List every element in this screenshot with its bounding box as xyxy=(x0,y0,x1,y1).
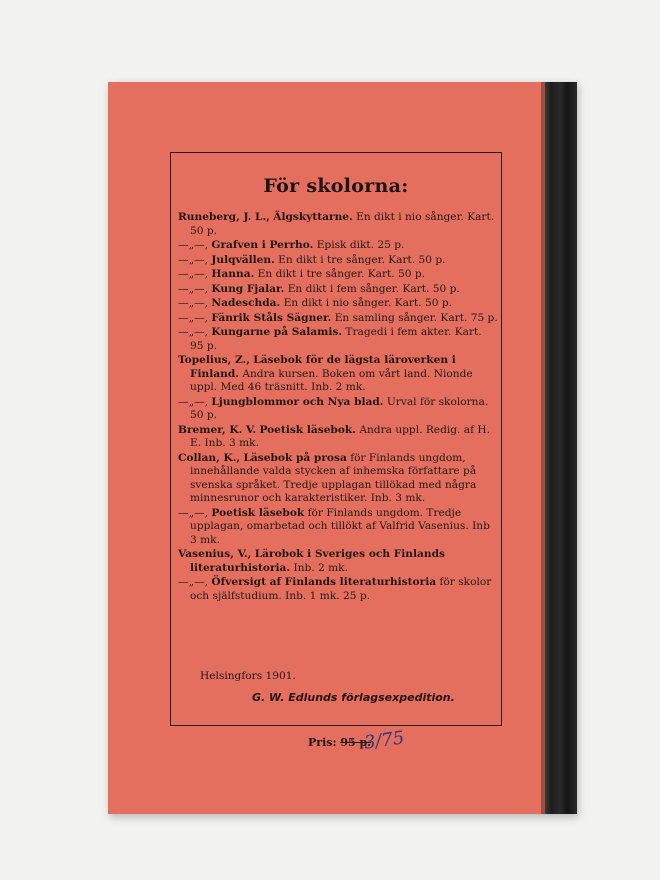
list-item xyxy=(178,396,498,423)
list-item xyxy=(178,268,498,282)
entry-desc: En dikt i fem sånger. Kart. 50 p. xyxy=(287,282,460,295)
publisher-name: G. W. Edlunds förlagsexpedition. xyxy=(252,691,455,704)
list-item xyxy=(178,239,498,253)
entry-title: Grafven i Perrho. xyxy=(211,239,314,251)
list-item xyxy=(178,507,498,548)
entry-title: Hanna. xyxy=(211,268,255,280)
list-item xyxy=(178,211,498,238)
entry-author: —„—, xyxy=(178,326,209,338)
entry-desc: för Finlands ungdom, innehållande valda stycken af inhemska författare på svenska språket. Tredje upplagan tillökad med några minnesrunor och karakteristiker. Inb. 3 mk. xyxy=(190,451,477,504)
entry-author: —„—, xyxy=(178,311,209,324)
list-item xyxy=(178,254,498,268)
entry-title: Fänrik Ståls Sägner. xyxy=(211,311,332,324)
page-title: För skolorna: xyxy=(263,175,409,197)
entry-author: Collan, K., xyxy=(178,451,241,464)
entry-title: Nadeschda. xyxy=(211,297,281,309)
entry-desc: En dikt i tre sånger. Kart. 50 p. xyxy=(278,253,446,266)
entry-title: Ljungblommor och Nya blad. xyxy=(211,395,384,408)
entry-author: Runeberg, J. L., xyxy=(178,211,270,223)
price-line xyxy=(308,736,371,749)
entry-author: —„—, xyxy=(178,253,209,266)
entry-title: Julqvällen. xyxy=(211,253,275,266)
entry-author: —„—, xyxy=(178,268,209,280)
catalog-list xyxy=(178,211,498,604)
entry-title: Poetisk läsebok. xyxy=(259,423,356,436)
entry-desc: En samling sånger. Kart. 75 p. xyxy=(334,311,498,324)
entry-author: —„—, xyxy=(178,297,209,309)
entry-desc: En dikt i nio sånger. Kart. 50 p. xyxy=(283,297,452,309)
entry-author: —„—, xyxy=(178,576,209,588)
list-item xyxy=(178,424,498,451)
list-item xyxy=(178,283,498,297)
list-item xyxy=(178,576,498,603)
entry-desc: En dikt i nio sånger. Kart. 50 p. xyxy=(190,211,495,237)
book-spine xyxy=(545,82,577,814)
place-year: Helsingfors 1901. xyxy=(200,670,296,682)
price-label: Pris: xyxy=(308,736,337,749)
entry-title: Öfversigt af Finlands literaturhistoria xyxy=(211,576,437,588)
entry-desc: Tragedi i fem akter. Kart. 95 p. xyxy=(190,326,482,352)
entry-desc: för skolor och själfstudium. Inb. 1 mk. 25 p. xyxy=(190,576,492,602)
entry-desc: Inb. 2 mk. xyxy=(293,561,348,574)
entry-title: Kungarne på Salamis. xyxy=(211,326,343,338)
list-item xyxy=(178,326,498,353)
entry-desc: Andra uppl. Redig. af H. E. Inb. 3 mk. xyxy=(190,423,490,449)
list-item xyxy=(178,312,498,326)
entry-title: Läsebok på prosa xyxy=(243,451,347,464)
list-item xyxy=(178,297,498,311)
list-item xyxy=(178,548,498,575)
entry-desc: Episk dikt. 25 p. xyxy=(316,239,405,251)
list-item xyxy=(178,354,498,395)
entry-desc: En dikt i tre sånger. Kart. 50 p. xyxy=(257,268,426,280)
entry-author: —„—, xyxy=(178,395,209,408)
price-value: 95 p. xyxy=(340,736,372,749)
entry-author: Topelius, Z., xyxy=(178,354,250,366)
entry-title: Kung Fjalar. xyxy=(211,282,285,295)
entry-title: Lärobok i Sveriges och Finlands literaturhistoria. xyxy=(190,548,445,574)
entry-desc: Andra kursen. Boken om vårt land. Nionde uppl. Med 46 träsnitt. Inb. 2 mk. xyxy=(190,367,473,393)
entry-title: Poetisk läsebok xyxy=(211,506,305,519)
entry-author: Vasenius, V., xyxy=(178,548,252,560)
handwritten-price: 3/75 xyxy=(362,727,406,754)
entry-desc: Urval för skolorna. 50 p. xyxy=(190,395,489,421)
entry-author: —„—, xyxy=(178,239,209,251)
entry-author: —„—, xyxy=(178,506,209,519)
entry-author: Bremer, K. V. xyxy=(178,423,257,436)
list-item xyxy=(178,452,498,506)
entry-author: —„—, xyxy=(178,282,209,295)
entry-desc: för Finlands ungdom. Tredje upplagan, omarbetad och tillökt af Valfrid Vasenius. Inb 3 mk. xyxy=(190,506,490,546)
entry-title: Älgskyttarne. xyxy=(273,211,353,223)
entry-title: Läsebok för de lägsta läroverken i Finland. xyxy=(190,354,456,380)
